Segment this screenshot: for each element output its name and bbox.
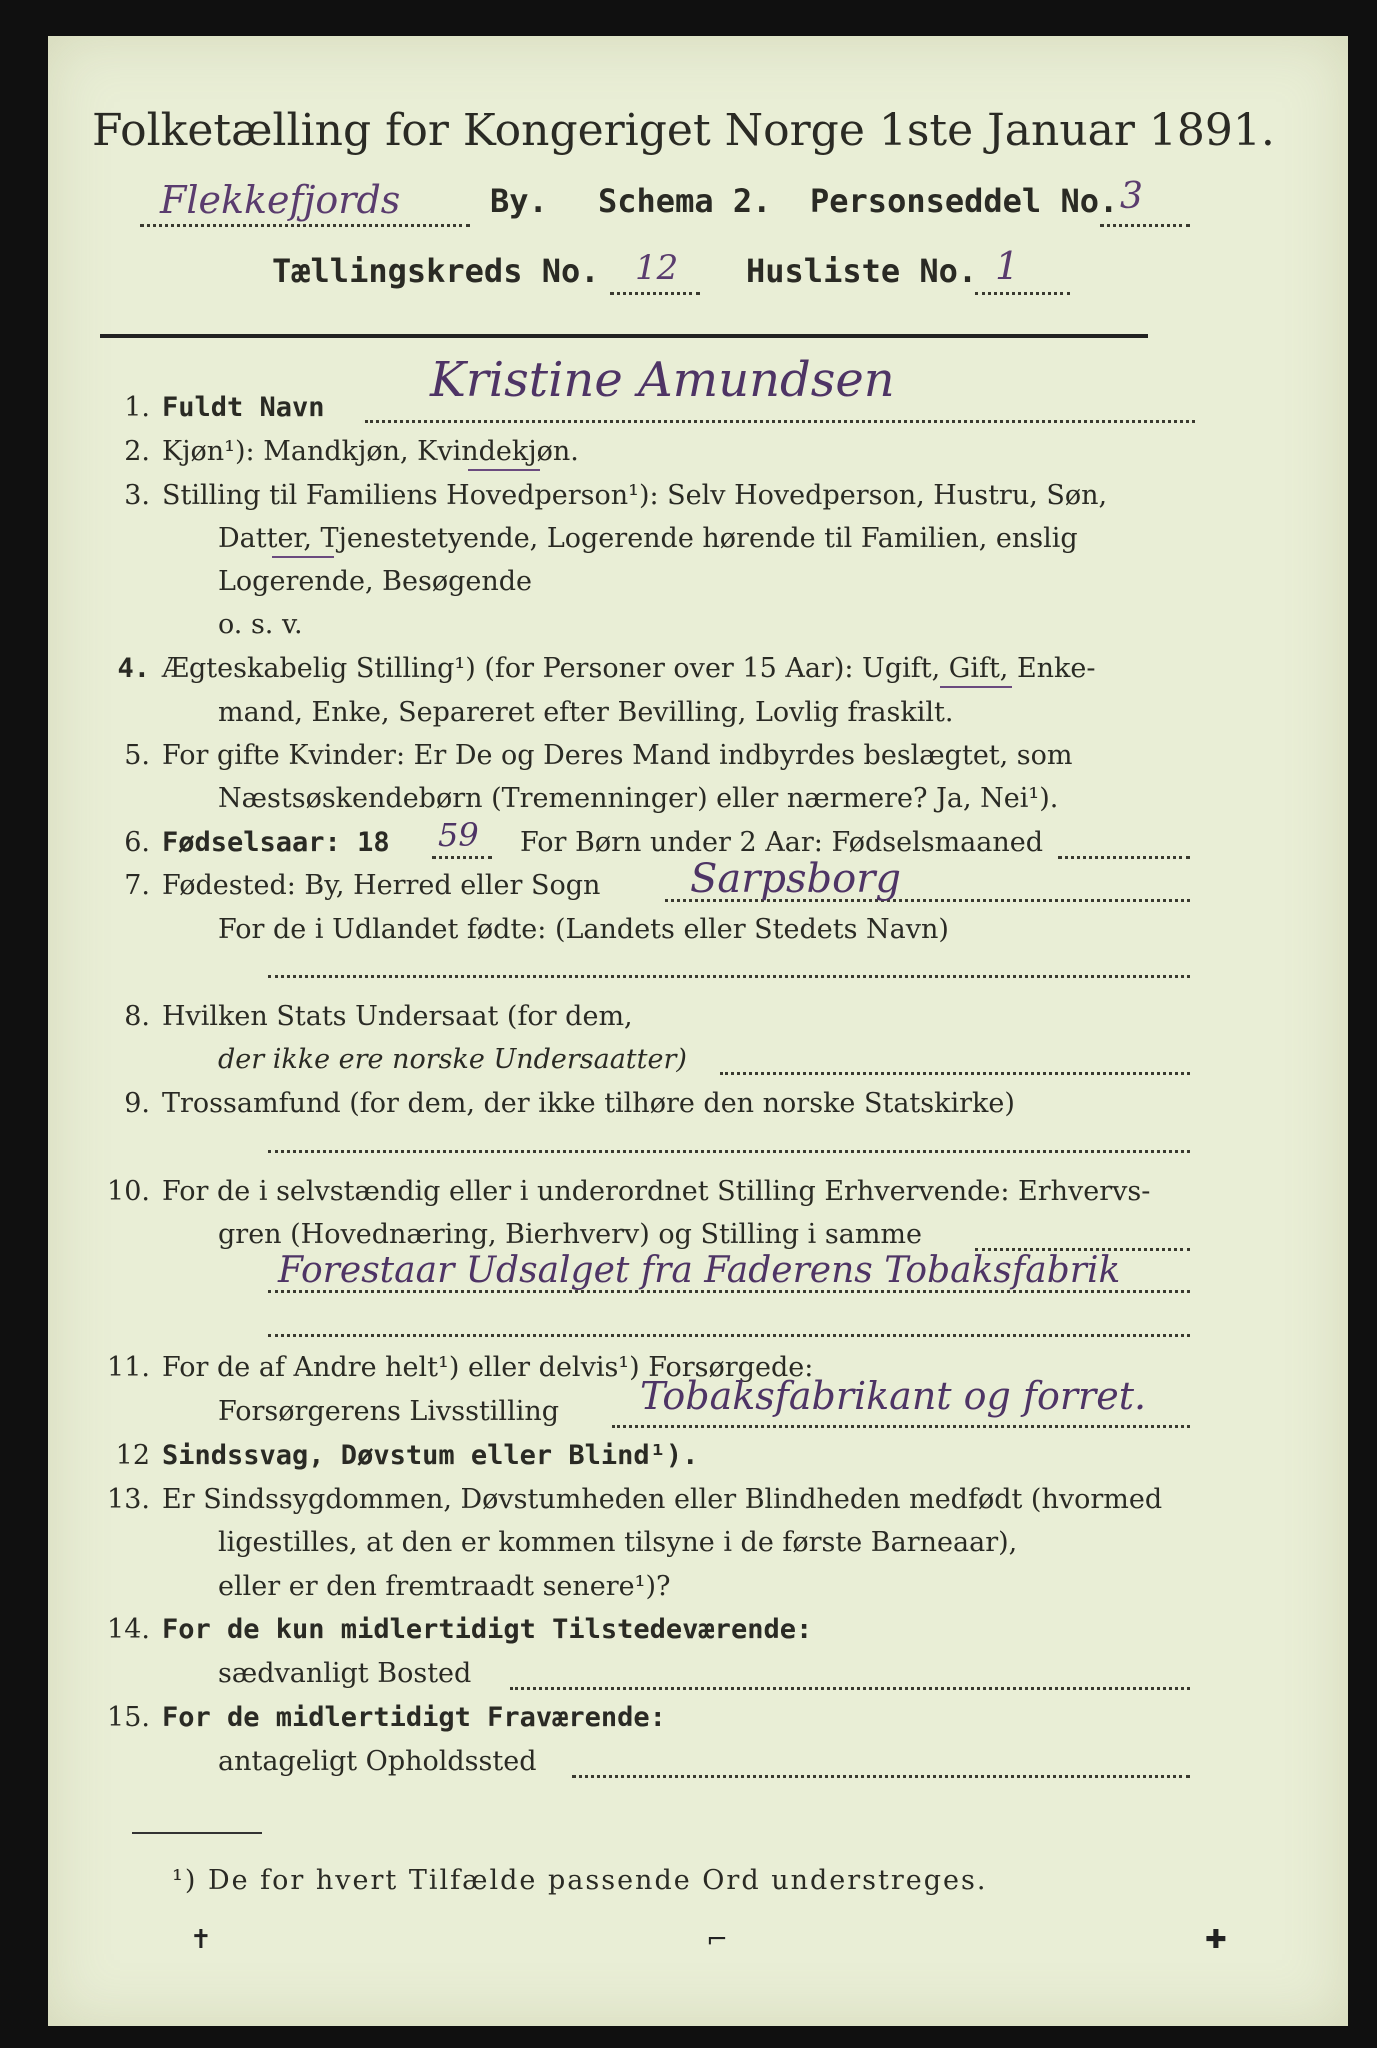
q3-line4: o. s. v. [218,609,303,640]
q3-number: 3. [124,480,150,511]
q3-line1: Stilling til Familiens Hovedperson¹): Selv Hovedperson, Hustru, Søn, [162,480,1108,511]
q1-number: 1. [124,392,150,423]
q8-line1: Hvilken Stats Undersaat (for dem, [162,1001,633,1032]
q12-number: 12 [115,1440,150,1471]
q8-number: 8. [124,1001,150,1032]
q8-line2: der ikke ere norske Undersaatter) [218,1044,687,1075]
q5-line2: Næstsøskendebørn (Tremenninger) eller nærmere? Ja, Nei¹). [218,783,1059,814]
footnote-rule [132,1832,262,1834]
registration-mark-left: ✝ [190,1925,212,1955]
q4-line1: Ægteskabelig Stilling¹) (for Personer over 15 Aar): Ugift, Gift, Enke- [162,653,1096,684]
q10-dotted-line-3 [268,1334,1190,1337]
q14-line1: For de kun midlertidigt Tilstedeværende: [162,1614,813,1645]
q7-line2: For de i Udlandet fødte: (Landets eller Stedets Navn) [218,914,949,945]
q4-number: 4. [117,653,150,684]
q6-year-handwritten: 59 [438,816,479,854]
q15-line1: For de midlertidigt Fraværende: [162,1702,666,1733]
q13-number: 13. [107,1484,150,1515]
q7-answer-handwritten: Sarpsborg [690,856,901,902]
personseddel-label: Personseddel No. [810,182,1119,220]
q10-number: 10. [107,1176,150,1207]
city-dotted-line [140,224,470,227]
q11-dotted-line [612,1425,1190,1428]
q4-line2: mand, Enke, Separeret efter Bevilling, Lovlig fraskilt. [218,697,954,728]
q9-dotted-line [268,1150,1190,1153]
q15-line2: antageligt Opholdssted [218,1746,537,1777]
kreds-dotted-line [610,292,700,295]
q11-line2: Forsørgerens Livsstilling [218,1396,560,1427]
q2-text: Kjøn¹): Mandkjøn, Kvindekjøn. [162,436,579,467]
kreds-label: Tællingskreds No. [272,252,600,290]
q6-text: Fødselsaar: 18 [162,827,390,858]
q10-answer-handwritten: Forestaar Udsalget fra Faderens Tobaksfabrik [278,1250,1121,1291]
q1-dotted-line [365,420,1195,423]
q2-number: 2. [124,436,150,467]
q11-line1: For de af Andre helt¹) eller delvis¹) Forsørgede: [162,1352,814,1383]
personseddel-dotted-line [1100,224,1190,227]
q3-underline-mark [272,556,334,558]
q3-line2: Datter, Tjenestetyende, Logerende hørende til Familien, enslig [218,523,1078,554]
q1-answer-handwritten: Kristine Amundsen [430,352,895,408]
q9-number: 9. [124,1088,150,1119]
q3-line3: Logerende, Besøgende [218,566,532,597]
q7-number: 7. [124,870,150,901]
q13-line1: Er Sindssygdommen, Døvstumheden eller Blindheden medfødt (hvormed [162,1484,1163,1515]
header-rule [100,334,1148,338]
q6-year-dotted-line [432,856,492,859]
q7-text: Fødested: By, Herred eller Sogn [162,870,601,901]
q8-dotted-line [720,1072,1190,1075]
footnote: ¹) De for hvert Tilfælde passende Ord understreges. [172,1865,988,1896]
by-label: By. [490,182,548,220]
q12-text: Sindssvag, Døvstum eller Blind¹). [162,1440,699,1471]
q9-text: Trossamfund (for dem, der ikke tilhøre den norske Statskirke) [162,1088,1015,1119]
q4-underline-mark [940,686,1012,688]
q5-line1: For gifte Kvinder: Er De og Deres Mand indbyrdes beslægtet, som [162,740,1073,771]
q13-line3: eller er den fremtraadt senere¹)? [218,1571,671,1602]
kreds-value: 12 [635,248,679,288]
registration-mark-center: ⌐ [706,1925,728,1955]
husliste-label: Husliste No. [746,252,978,290]
q10-line2: gren (Hovednæring, Bierhverv) og Stilling i samme [218,1219,923,1250]
q15-number: 15. [107,1702,150,1733]
personseddel-value: 3 [1120,176,1143,217]
form-title: Folketælling for Kongeriget Norge 1ste Januar 1891. [92,105,1275,156]
q13-line2: ligestilles, at den er kommen tilsyne i de første Barneaar), [218,1527,1018,1558]
q14-dotted-line [510,1687,1190,1690]
schema-label: Schema 2. [598,182,772,220]
q6-month-dotted-line [1058,856,1190,859]
q7-second-dotted-line [268,975,1190,978]
q11-number: 11. [107,1352,150,1383]
q15-dotted-line [572,1775,1190,1778]
registration-mark-right: ✚ [1205,1925,1227,1955]
q10-line1: For de i selvstændig eller i underordnet Stilling Erhvervende: Erhvervs- [162,1176,1151,1207]
q6-text2: For Børn under 2 Aar: Fødselsmaaned [520,827,1044,858]
q1-text: Fuldt Navn [162,392,325,423]
q14-number: 14. [107,1614,150,1645]
husliste-dotted-line [975,292,1070,295]
q2-underline-mark [468,469,540,471]
q11-answer-handwritten: Tobaksfabrikant og forret. [640,1374,1147,1418]
q14-line2: sædvanligt Bosted [218,1658,472,1689]
q5-number: 5. [124,740,150,771]
city-handwritten: Flekkefjords [160,178,401,222]
q6-number: 6. [124,827,150,858]
husliste-value: 1 [995,244,1020,288]
